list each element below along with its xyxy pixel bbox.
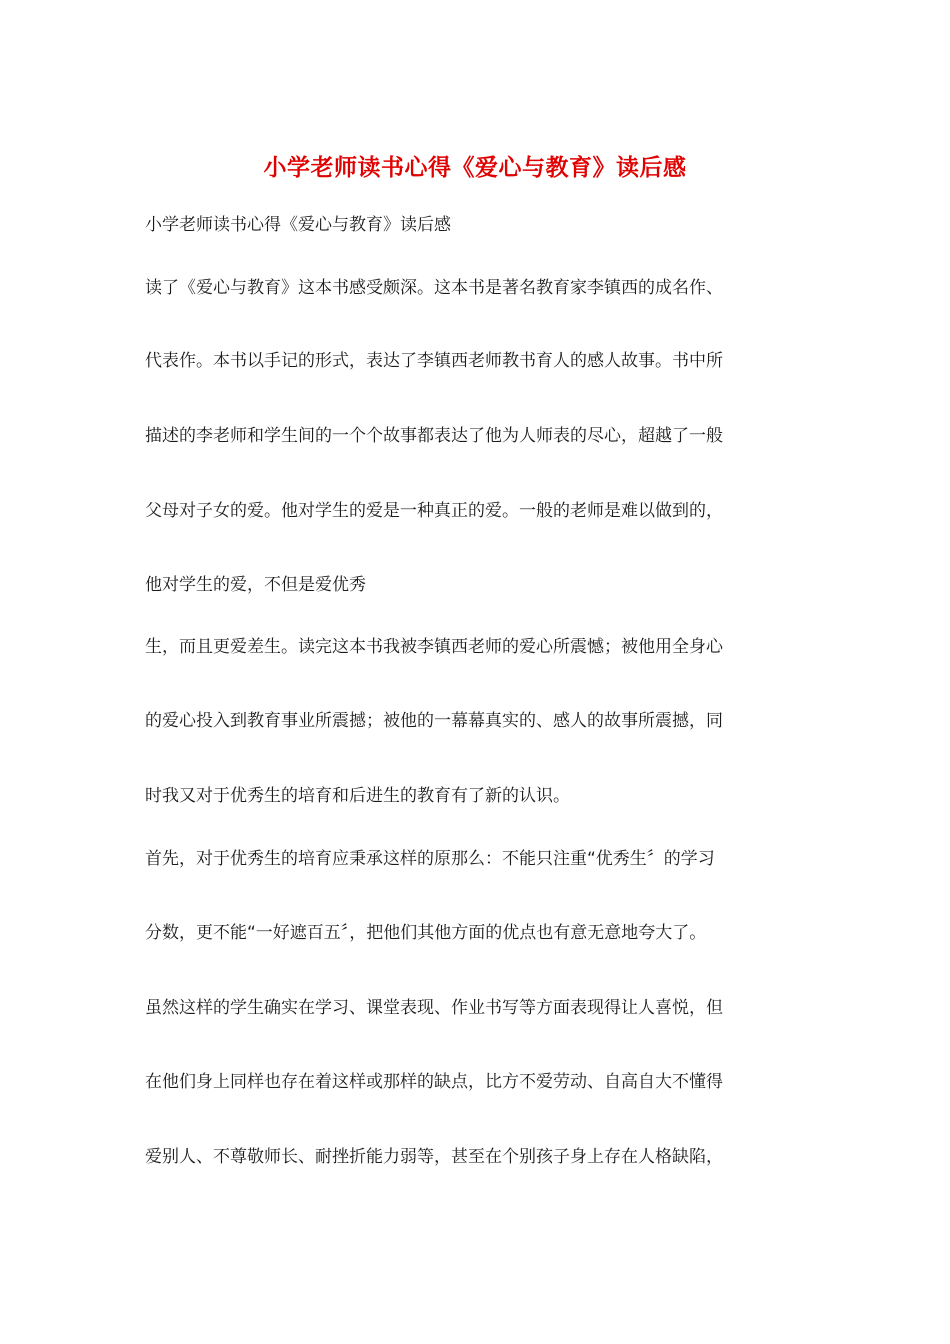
document-title: 小学老师读书心得《爱心与教育》读后感 bbox=[263, 154, 687, 181]
body-line: 时我又对于优秀生的培育和后进生的教育有了新的认识。 bbox=[145, 786, 570, 806]
body-line: 的爱心投入到教育事业所震撼；被他的一幕幕真实的、感人的故事所震撼，同 bbox=[145, 711, 723, 731]
body-line: 父母对子女的爱。他对学生的爱是一种真正的爱。一般的老师是难以做到的， bbox=[145, 501, 723, 521]
body-line: 生，而且更爱差生。读完这本书我被李镇西老师的爱心所震憾；被他用全身心 bbox=[145, 637, 723, 657]
body-line: 分数，更不能“一好遮百五〞，把他们其他方面的优点也有意无意地夸大了。 bbox=[145, 923, 707, 943]
body-line: 代表作。本书以手记的形式，表达了李镇西老师教书育人的感人故事。书中所 bbox=[145, 351, 723, 371]
body-line: 他对学生的爱，不但是爱优秀 bbox=[145, 575, 366, 595]
document-subtitle: 小学老师读书心得《爱心与教育》读后感 bbox=[145, 215, 451, 235]
body-line: 虽然这样的学生确实在学习、课堂表现、作业书写等方面表现得让人喜悦，但 bbox=[145, 998, 723, 1018]
body-line: 首先，对于优秀生的培育应秉承这样的原那么：不能只注重“优秀生〞的学习 bbox=[145, 849, 715, 869]
body-line: 读了《爱心与教育》这本书感受颇深。这本书是著名教育家李镇西的成名作、 bbox=[145, 278, 723, 298]
body-line: 描述的李老师和学生间的一个个故事都表达了他为人师表的尽心，超越了一般 bbox=[145, 426, 723, 446]
body-line: 爱别人、不尊敬师长、耐挫折能力弱等，甚至在个别孩子身上存在人格缺陷， bbox=[145, 1147, 723, 1167]
body-line: 在他们身上同样也存在着这样或那样的缺点，比方不爱劳动、自高自大不懂得 bbox=[145, 1072, 723, 1092]
